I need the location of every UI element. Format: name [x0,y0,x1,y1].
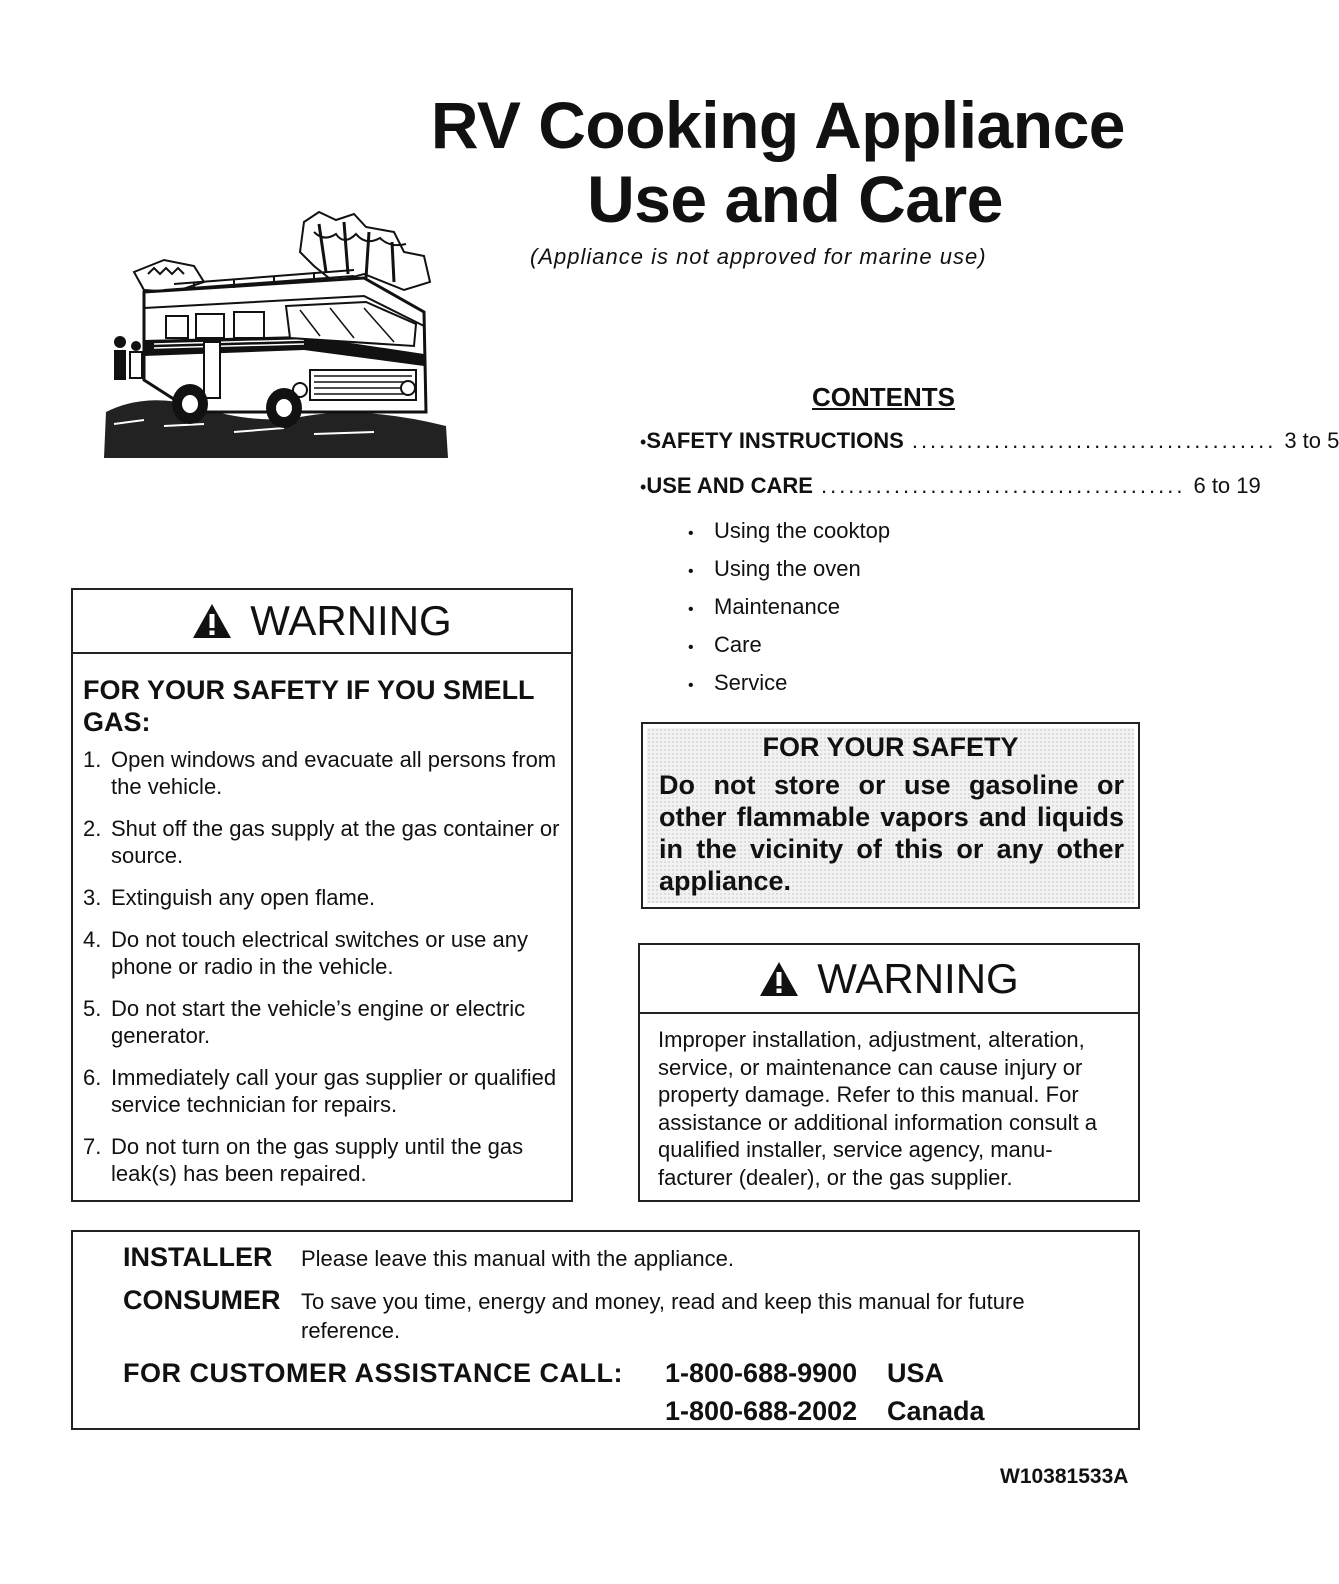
step-text: Do not touch electrical switches or use any phone or radio in the vehicle. [111,927,528,979]
phone-number: 1-800-688-9900 [665,1358,858,1388]
consumer-text: To save you time, energy and money, read and keep this manual for future reference. [301,1289,1025,1343]
subtitle: (Appliance is not approved for marine use) [530,244,987,269]
toc-subitem-label: Care [714,632,762,657]
motorhome-illustration [104,212,448,458]
safety-heading: FOR YOUR SAFETY [762,732,1019,762]
title-line-2: Use and Care [587,162,1003,236]
phone-region: Canada [887,1396,985,1426]
step-text: Extinguish any open flame. [111,885,376,910]
toc-subitems [688,518,1132,708]
warning-header [640,945,1138,1014]
step-number: 3. [83,885,102,910]
toc-subitem [688,594,1132,632]
step-number: 6. [83,1065,102,1090]
list-item [83,926,563,980]
bullet-icon: • [688,525,694,542]
installer-consumer-box [71,1230,1140,1430]
installation-warning-box [638,943,1140,1202]
step-text: Open windows and evacuate all persons from the vehicle. [111,747,557,799]
warning-title: WARNING [250,597,452,644]
step-text: Do not turn on the gas supply until the gas leak(s) has been repaired. [111,1134,524,1186]
toc-leader-dots: ........................................ [911,428,1277,453]
step-number: 7. [83,1134,102,1159]
phone-region: USA [887,1358,945,1388]
installer-text: Please leave this manual with the appliance. [301,1246,734,1271]
for-your-safety-box [641,722,1140,909]
safety-body: Do not store or use gasoline or other flammable vapors and liquids in the vicinity of this or any other appliance. [659,770,1124,896]
step-number: 2. [83,816,102,841]
step-number: 1. [83,747,102,772]
toc-item-pages: 6 to 19 [1193,473,1261,498]
list-item [83,884,563,911]
gas-safety-steps [73,746,571,1187]
bullet-icon: • [688,677,694,694]
list-item [83,1064,563,1118]
title-line-1: RV Cooking Appliance [430,88,1125,162]
step-text: Do not start the vehicle’s engine or electric generator. [111,996,526,1048]
installation-warning-text: Improper installation, adjustment, alteration, service, or maintenance can cause injury or property damage. Refer to this manual. For assistance or additional information consult a qualified installer, service agency, manu-facturer (dealer), or the gas supplier. [658,1027,1098,1190]
customer-assistance-label: FOR CUSTOMER ASSISTANCE CALL: [123,1358,623,1388]
gas-warning-subheading: FOR YOUR SAFETY IF YOU SMELL GAS: [83,675,535,737]
toc-subitem-label: Maintenance [714,594,840,619]
table-of-contents [640,428,1339,708]
document-code: W10381533A [1000,1465,1129,1488]
toc-subitem-label: Using the cooktop [714,518,891,543]
list-item [83,815,563,869]
consumer-label: CONSUMER [123,1285,281,1315]
list-item [83,1133,563,1187]
toc-item-use-and-care [640,473,1261,518]
gas-warning-box [71,588,573,1202]
toc-item-pages: 3 to 5 [1284,428,1339,453]
toc-item-label: SAFETY INSTRUCTIONS [646,428,904,453]
toc-subitem [688,556,1132,594]
toc-item-label: USE AND CARE [646,473,813,498]
consumer-row [123,1285,1101,1345]
phone-canada [665,1396,985,1427]
phone-number: 1-800-688-2002 [665,1396,858,1426]
list-item [83,746,563,800]
warning-triangle-icon [192,603,232,639]
installer-label: INSTALLER [123,1242,273,1272]
toc-subitem [688,518,1132,556]
list-item [83,995,563,1049]
bullet-icon: • [688,639,694,656]
installer-row [123,1242,1101,1273]
step-text: Shut off the gas supply at the gas container or source. [111,816,560,868]
bullet-icon: • [640,477,647,497]
bullet-icon: • [640,432,647,452]
toc-item-safety-instructions [640,428,1339,473]
contents-heading: CONTENTS [812,382,955,412]
bullet-icon: • [688,601,694,618]
toc-subitem-label: Service [714,670,788,695]
toc-subitem [688,670,1132,708]
toc-subitem [688,632,1132,670]
toc-subitem-label: Using the oven [714,556,861,581]
step-number: 5. [83,996,102,1021]
warning-header [73,590,571,654]
step-text: Immediately call your gas supplier or qualified service technician for repairs. [111,1065,557,1117]
step-number: 4. [83,927,102,952]
motorhome-icon [104,212,448,458]
warning-triangle-icon [759,961,799,997]
bullet-icon: • [688,563,694,580]
toc-leader-dots: ........................................ [820,473,1186,498]
phone-usa [665,1358,944,1389]
warning-title: WARNING [817,954,1019,1002]
